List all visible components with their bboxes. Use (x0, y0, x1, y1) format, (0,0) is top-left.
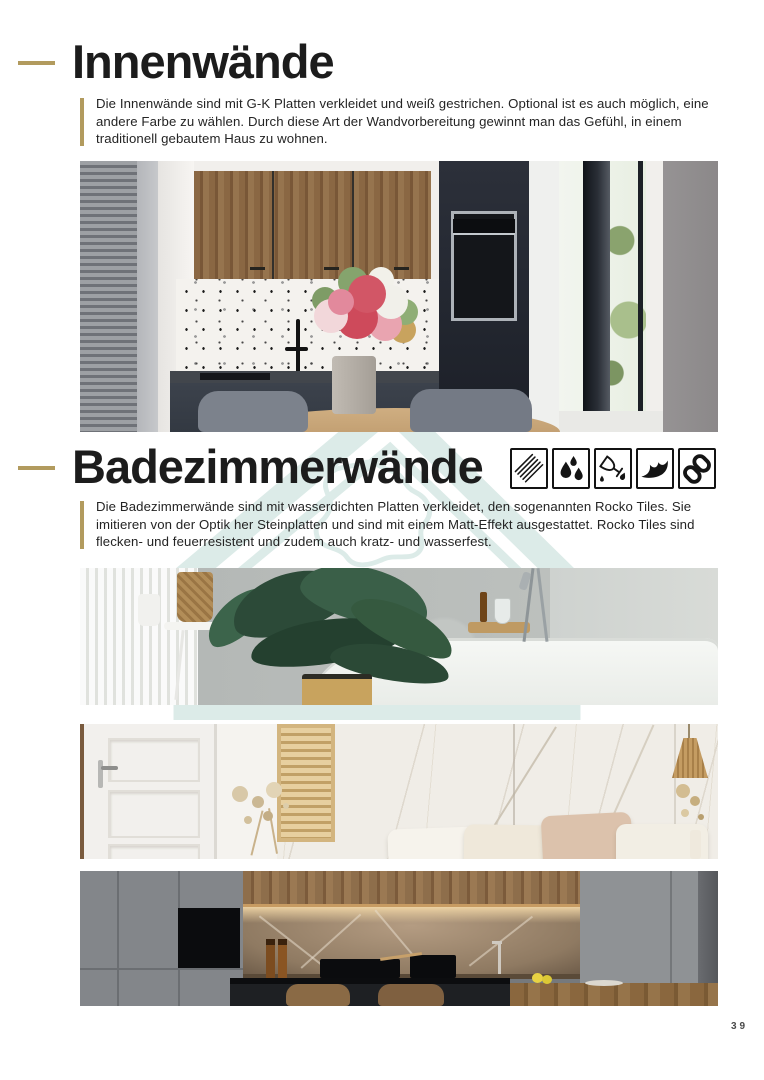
wooden-countertop (510, 983, 718, 1006)
heading-dash (18, 466, 55, 470)
door-panel (108, 790, 200, 838)
section-title-badezimmerwaende: Badezimmerwände (72, 440, 483, 493)
gray-wall (663, 161, 718, 432)
amber-bottle (480, 592, 487, 622)
cabinet-seam (117, 871, 119, 1006)
dining-chair (410, 389, 532, 432)
oven-display (453, 219, 515, 235)
window-sill (559, 411, 663, 432)
wood-louver-shutter (277, 724, 335, 842)
louver-panel (80, 161, 137, 432)
bedroom-marble-wall-photo (80, 724, 718, 859)
black-oven-nook (178, 908, 240, 968)
pendant-cord (688, 724, 690, 738)
bar-stool (378, 984, 444, 1006)
bathroom-bathtub-plants-photo (80, 568, 718, 705)
lemon (542, 975, 552, 984)
wood-upper-cabinets (194, 171, 431, 279)
chain-durability-icon (678, 448, 716, 489)
wall-gap (529, 161, 559, 432)
dried-flowers (232, 786, 248, 802)
door-panel (108, 738, 200, 782)
kitchen-faucet (498, 943, 501, 974)
plant-pot (302, 674, 372, 705)
spilled-glass-glyph (596, 452, 630, 486)
kitchen-faucet-spout (492, 941, 502, 944)
flower-bouquet (328, 289, 354, 315)
fire-resistant-icon (636, 448, 674, 489)
chain-link-glyph (680, 452, 714, 486)
dried-plant (676, 784, 690, 798)
stain-resistant-icon (594, 448, 632, 489)
material-feature-icons (510, 448, 716, 489)
black-cooktop-pots (320, 959, 400, 978)
innenwaende-description: Die Innenwände sind mit G-K Platten verkleidet und weiß gestrichen. Optional ist es auch möglich, eine andere Farbe zu wählen. Durch diese Art der Wandvorbereitung gewinnt man das Gefühl, in einem traditionell gebautem Haus zu wohnen. (96, 96, 709, 147)
cabinet-handle (324, 267, 339, 270)
white-pitcher (138, 594, 160, 626)
cabinet-seam (80, 968, 243, 970)
dark-kitchen-stone-backsplash-photo (80, 871, 718, 1006)
black-faucet-spout (285, 347, 308, 351)
page-number: 39 (731, 1021, 749, 1032)
plate (585, 980, 623, 986)
bar-stool (286, 984, 350, 1006)
kitchen-dining-photo (80, 161, 718, 432)
concrete-vase (332, 356, 376, 414)
water-resistant-icon (552, 448, 590, 489)
scratch-resistant-icon (510, 448, 548, 489)
black-faucet (296, 319, 300, 373)
door-panel (108, 844, 200, 859)
dining-chair (198, 391, 308, 432)
badezimmer-description: Die Badezimmerwände sind mit wasserdichten Platten verkleidet, den sogenannten Rocko Tiles. Sie imitieren von der Optik her Steinplatten und sind mit einem Matt-Effekt ausgestattet. Rocko Tiles sind flecken- und feuerresistent und zudem auch kratz- und wasserfest. (96, 499, 695, 550)
glass-carafe (494, 598, 511, 624)
sink (200, 373, 270, 380)
louver-frame (137, 161, 158, 432)
flame-glyph (638, 452, 672, 486)
cabinet-handle (250, 267, 265, 270)
amber-bottle (278, 939, 287, 978)
small-vase (690, 830, 701, 859)
cabinet-handle (394, 267, 409, 270)
cabinet-seam (352, 171, 354, 279)
innenwaende-callout (80, 95, 710, 148)
kitchen-island (230, 978, 510, 1006)
scratch-resistant-glyph (512, 452, 546, 486)
door-handle (101, 766, 118, 770)
water-drops-glyph (554, 452, 588, 486)
woven-basket-planter (177, 572, 213, 622)
callout-accent-bar (80, 98, 84, 146)
white-door (84, 724, 217, 859)
cabinet-seam (272, 171, 274, 279)
window-frame-thin (638, 161, 643, 432)
terrazzo-backsplash (176, 279, 439, 375)
heading-dash (18, 61, 55, 65)
callout-accent-bar (80, 501, 84, 549)
door-handle-plate (98, 760, 103, 788)
window-frame (583, 161, 610, 432)
black-canister (410, 955, 456, 978)
amber-bottle (266, 939, 275, 978)
section-title-innenwaende: Innenwände (72, 35, 334, 88)
badezimmer-callout (80, 498, 710, 551)
wood-upper-cabinets (243, 871, 580, 907)
